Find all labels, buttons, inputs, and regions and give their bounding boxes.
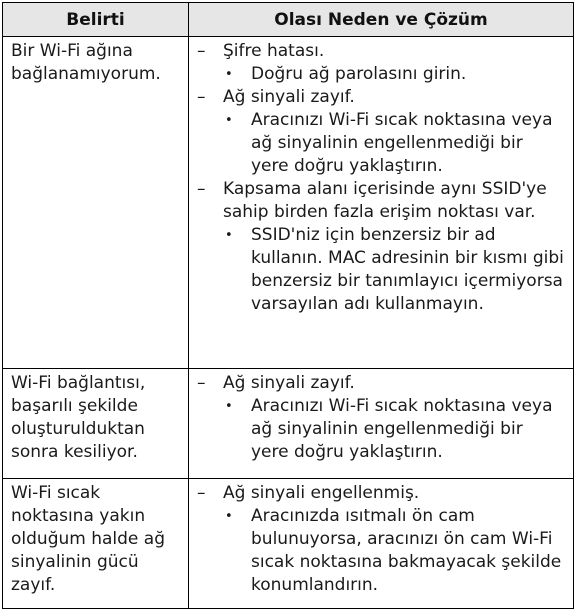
header-cause-solution: Olası Neden ve Çözüm [189, 3, 574, 37]
cause-item [195, 178, 565, 224]
table-row [3, 479, 574, 609]
table-row [3, 369, 574, 479]
cause-solution-cell [189, 369, 574, 479]
cause-text: Kapsama alanı içerisinde aynı SSID'ye sahip birden fazla erişim noktası var. [223, 179, 547, 222]
bullet-marker: • [225, 509, 233, 524]
dash-marker: – [197, 179, 206, 199]
cause-item [195, 372, 565, 395]
cause-text: Şifre hatası. [223, 41, 325, 61]
cause-item [195, 40, 565, 63]
solution-item [221, 395, 565, 464]
cause-item [195, 482, 565, 505]
solution-item [221, 63, 565, 86]
solution-text: Aracınızı Wi-Fi sıcak noktasına veya ağ sinyalinin engellenmediği bir yere doğru yaklaştırın. [251, 396, 553, 462]
table-header-row [3, 3, 574, 37]
cause-text: Ağ sinyali zayıf. [223, 373, 355, 393]
cause-text: Ağ sinyali zayıf. [223, 87, 355, 107]
cause-solution-cell [189, 37, 574, 369]
dash-marker: – [197, 87, 206, 107]
bullet-marker: • [225, 228, 233, 243]
bullet-marker: • [225, 399, 233, 414]
solution-item [221, 109, 565, 178]
cause-solution-cell [189, 479, 574, 609]
symptom-cell: Wi-Fi bağlantısı, başarılı şekilde oluşturulduktan sonra kesiliyor. [3, 369, 189, 479]
dash-marker: – [197, 483, 206, 503]
solution-item [221, 505, 565, 597]
solution-text: Aracınızda ısıtmalı ön cam bulunuyorsa, aracınızı ön cam Wi-Fi sıcak noktasına bakmayacak şekilde konumlandırın. [251, 506, 562, 595]
bullet-marker: • [225, 113, 233, 128]
solution-text: Doğru ağ parolasını girin. [251, 64, 467, 84]
cause-item [195, 86, 565, 109]
symptom-cell: Wi-Fi sıcak noktasına yakın olduğum halde ağ sinyalinin gücü zayıf. [3, 479, 189, 609]
symptom-cell: Bir Wi-Fi ağına bağlanamıyorum. [3, 37, 189, 369]
solution-text: Aracınızı Wi-Fi sıcak noktasına veya ağ sinyalinin engellenmediği bir yere doğru yaklaştırın. [251, 110, 553, 176]
dash-marker: – [197, 373, 206, 393]
cause-text: Ağ sinyali engellenmiş. [223, 483, 420, 503]
solution-text: SSID'niz için benzersiz bir ad kullanın. MAC adresinin bir kısmı gibi benzersiz bir tanımlayıcı içermiyorsa varsayılan adı kullanmayın. [251, 225, 564, 314]
solution-item [221, 224, 565, 316]
table-row [3, 37, 574, 369]
dash-marker: – [197, 41, 206, 61]
bullet-marker: • [225, 67, 233, 82]
troubleshooting-table [2, 2, 574, 609]
header-symptom: Belirti [3, 3, 189, 37]
